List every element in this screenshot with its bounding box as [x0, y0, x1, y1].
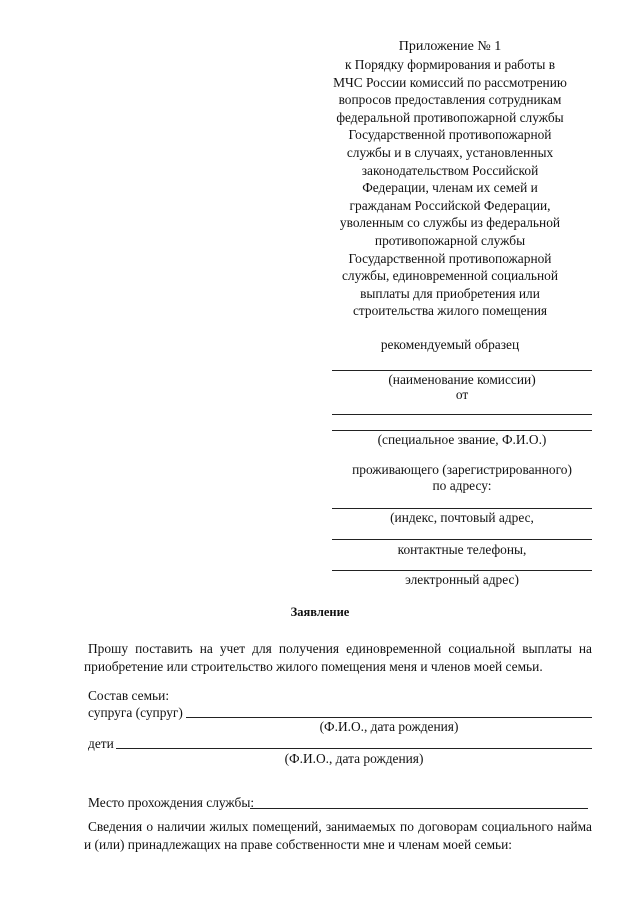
children-line[interactable]	[116, 748, 592, 749]
appendix-line: к Порядку формирования и работы в	[344, 57, 556, 72]
applicant-line-2[interactable]	[332, 430, 592, 431]
appendix-line: Государственной противопожарной	[348, 127, 552, 143]
appendix-line: МЧС России комиссий по рассмотрению	[333, 74, 567, 90]
appendix-line: Федерации, членам их семей и	[362, 180, 538, 196]
spouse-label: супруга (супруг)	[88, 705, 183, 720]
commission-caption: (наименование комиссии)	[388, 372, 536, 387]
children-caption: (Ф.И.О., дата рождения)	[284, 751, 424, 766]
address-line[interactable]	[332, 508, 592, 509]
appendix-line: службы и в случаях, установленных	[346, 144, 554, 160]
appendix-block	[300, 38, 600, 320]
appendix-line: уволенным со службы из федеральной	[339, 215, 561, 231]
appendix-line: противопожарной службы	[374, 232, 526, 248]
request-paragraph: Прошу поставить на учет для получения единовременной социальной выплаты на приобретение или строительство жилого помещения меня и членов моей семьи.	[84, 641, 592, 674]
appendix-line: Государственной противопожарной	[348, 250, 552, 266]
appendix-line: гражданам Российской Федерации,	[349, 197, 551, 213]
appendix-title: Приложение № 1	[398, 39, 502, 54]
applicant-line-1[interactable]	[332, 414, 592, 415]
document-title: Заявление	[290, 605, 350, 619]
spouse-caption: (Ф.И.О., дата рождения)	[319, 719, 459, 734]
appendix-line: выплаты для приобретения или	[360, 285, 540, 301]
email-line[interactable]	[332, 570, 592, 571]
appendix-line: службы, единовременной социальной	[341, 268, 559, 284]
service-place-label: Место прохождения службы:	[88, 795, 255, 810]
phones-caption: контактные телефоны,	[397, 542, 527, 557]
service-place-line[interactable]	[250, 808, 588, 809]
from-label: от	[455, 387, 469, 402]
appendix-line: федеральной противопожарной службы	[336, 109, 564, 125]
housing-paragraph: Сведения о наличии жилых помещений, занимаемых по договорам социального найма и (или) принадлежащих на праве собственности мне и членам моей семьи:	[84, 819, 592, 852]
rank-caption: (специальное звание, Ф.И.О.)	[377, 432, 547, 447]
appendix-line: строительства жилого помещения	[352, 303, 548, 319]
commission-line[interactable]	[332, 370, 592, 371]
phones-line[interactable]	[332, 539, 592, 540]
children-label: дети	[88, 736, 114, 751]
spouse-line[interactable]	[186, 717, 592, 718]
address-label: по адресу:	[432, 478, 492, 493]
appendix-line: вопросов предоставления сотрудникам	[338, 92, 562, 108]
email-caption: электронный адрес)	[405, 572, 519, 587]
family-heading: Состав семьи:	[88, 688, 170, 703]
index-caption: (индекс, почтовый адрес,	[390, 510, 534, 525]
appendix-line: законодательством Российской	[361, 162, 539, 178]
sample-label: рекомендуемый образец	[380, 337, 520, 352]
residing-label: проживающего (зарегистрированного)	[352, 462, 572, 477]
